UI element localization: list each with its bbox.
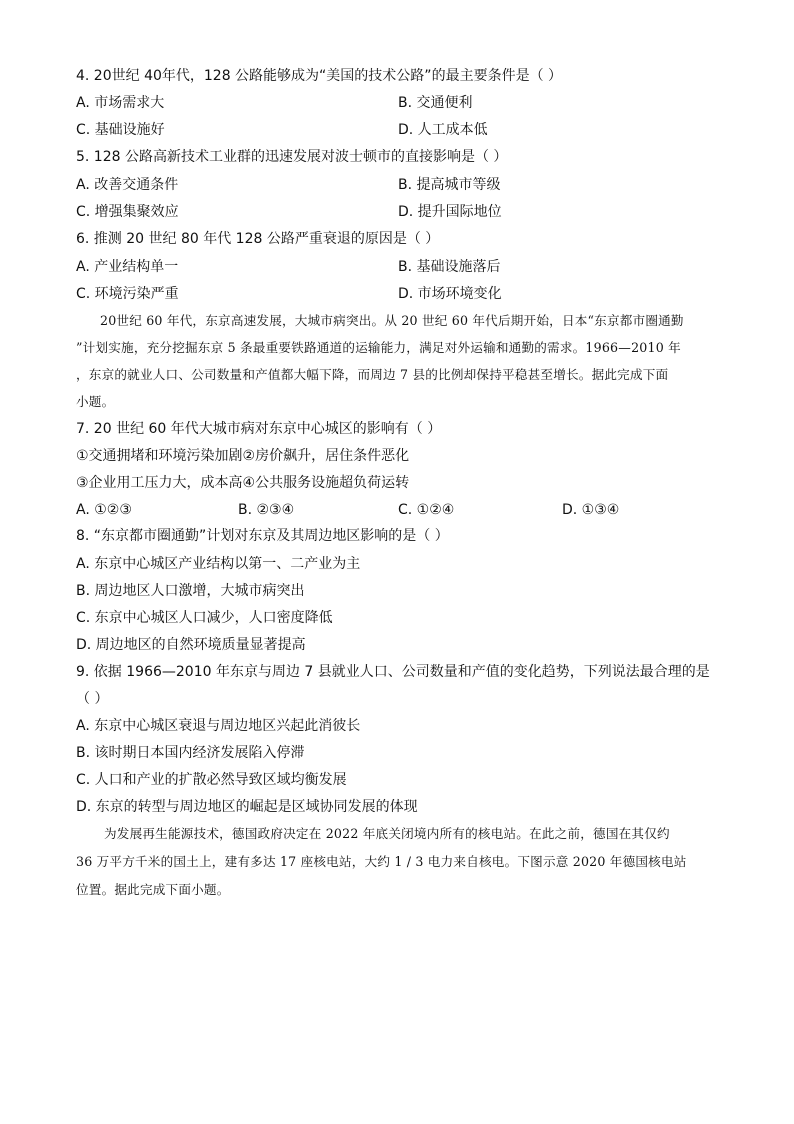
q9-option-b: B. 该时期日本国内经济发展陷入停滞: [76, 745, 305, 761]
passage1-line1: 20世纪 60 年代，东京高速发展，大城市病突出。从 20 世纪 60 年代后期开始，日本“东京都市圈通勤: [100, 313, 684, 328]
q4-option-a: A. 市场需求大: [76, 95, 165, 111]
q7-stem: 7. 20 世纪 60 年代大城市病对东京中心城区的影响有（ ）: [76, 421, 442, 437]
q9-option-c: C. 人口和产业的扩散必然导致区域均衡发展: [76, 772, 347, 788]
q6-option-a: A. 产业结构单一: [76, 259, 179, 275]
passage2-line2: 36 万平方千米的国土上，建有多达 17 座核电站，大约 1 / 3 电力来自核电。下图示意 2020 年德国核电站: [76, 854, 687, 869]
q4-options-row2: [76, 120, 716, 140]
q9-option-a: A. 东京中心城区衰退与周边地区兴起此消彼长: [76, 718, 361, 734]
q6-option-b: B. 基础设施落后: [398, 259, 501, 275]
q8-option-b: B. 周边地区人口激增，大城市病突出: [76, 583, 305, 599]
q6-stem: 6. 推测 20 世纪 80 年代 128 公路严重衰退的原因是（ ）: [76, 231, 440, 247]
q9-stem: 9. 依据 1966—2010 年东京与周边 7 县就业人口、公司数量和产值的变化趋势，下列说法最合理的是: [76, 664, 710, 680]
q5-option-d: D. 提升国际地位: [398, 204, 502, 220]
q7-option-c: C. ①②④: [398, 502, 455, 518]
q4-option-d: D. 人工成本低: [398, 122, 488, 138]
passage2-line1: 为发展再生能源技术，德国政府决定在 2022 年底关闭境内所有的核电站。在此之前，德国在其仅约: [104, 826, 670, 841]
q5-options-row2: [76, 202, 716, 222]
q6-option-c: C. 环境污染严重: [76, 286, 179, 302]
q9-answer-paren: （ ）: [76, 691, 109, 707]
passage1-line2: ”计划实施，充分挖掘东京 5 条最重要铁路通道的运输能力，满足对外运输和通勤的需求。1966—2010 年: [76, 340, 681, 355]
q7-option-a: A. ①②③: [76, 502, 132, 518]
q8-option-a: A. 东京中心城区产业结构以第一、二产业为主: [76, 556, 361, 572]
q7-option-d: D. ①③④: [562, 502, 620, 518]
q7-statement-1: ①交通拥堵和环境污染加剧②房价飙升，居住条件恶化: [76, 448, 410, 464]
q9-option-d: D. 东京的转型与周边地区的崛起是区域协同发展的体现: [76, 799, 418, 815]
q4-options-row1: [76, 93, 716, 113]
q8-stem: 8. “东京都市圈通勤”计划对东京及其周边地区影响的是（ ）: [76, 528, 449, 544]
q8-option-c: C. 东京中心城区人口减少，人口密度降低: [76, 610, 333, 626]
q5-option-b: B. 提高城市等级: [398, 177, 501, 193]
q4-option-c: C. 基础设施好: [76, 122, 165, 138]
q5-stem: 5. 128 公路高新技术工业群的迅速发展对波士顿市的直接影响是（ ）: [76, 149, 508, 165]
q7-statement-2: ③企业用工压力大，成本高④公共服务设施超负荷运转: [76, 475, 410, 491]
passage1-line3: ，东京的就业人口、公司数量和产值都大幅下降，而周边 7 县的比例却保持平稳甚至增长。据此完成下面: [76, 367, 669, 382]
q8-option-d: D. 周边地区的自然环境质量显著提高: [76, 637, 306, 653]
q6-options-row1: [76, 257, 716, 277]
passage2-line3: 位置。据此完成下面小题。: [76, 882, 230, 897]
passage1-line4: 小题。: [76, 394, 115, 409]
q7-options: [76, 500, 716, 520]
q6-option-d: D. 市场环境变化: [398, 286, 502, 302]
q5-options-row1: [76, 175, 716, 195]
q6-options-row2: [76, 284, 716, 304]
q7-option-b: B. ②③④: [238, 502, 295, 518]
q4-option-b: B. 交通便利: [398, 95, 473, 111]
q5-option-a: A. 改善交通条件: [76, 177, 179, 193]
q5-option-c: C. 增强集聚效应: [76, 204, 179, 220]
q4-stem: 4. 20世纪 40年代，128 公路能够成为“美国的技术公路”的最主要条件是（ ）: [76, 68, 563, 84]
